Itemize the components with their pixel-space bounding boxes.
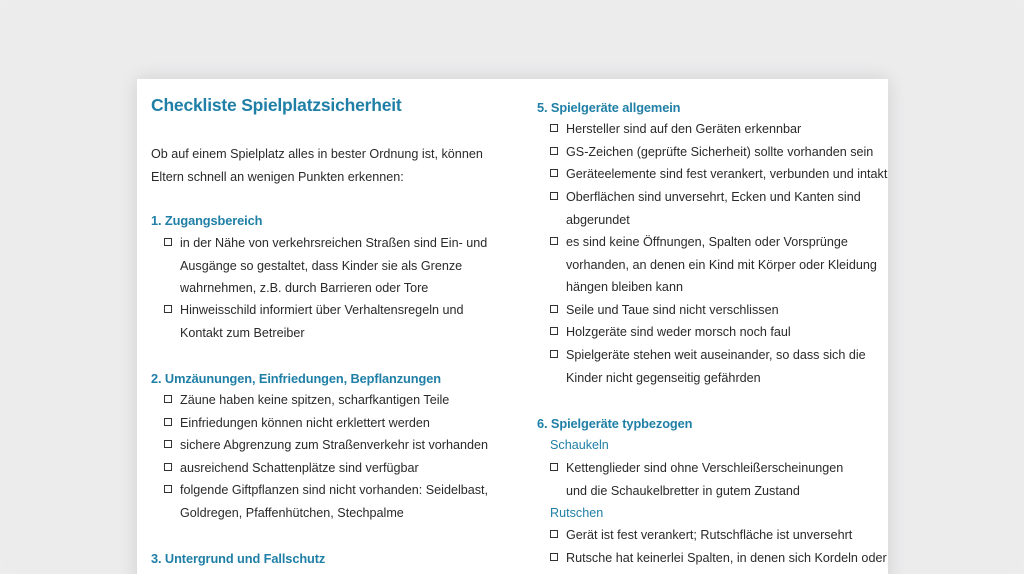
checklist-item: Rutsche hat keinerlei Spalten, in denen sich Kordeln oder: [550, 547, 891, 570]
section-heading-umzaeunungen: 2. Umzäunungen, Einfriedungen, Bepflanzungen: [151, 371, 441, 386]
document-page: [137, 79, 888, 574]
checklist-item: Hinweisschild informiert über Verhaltensregeln und Kontakt zum Betreiber: [164, 299, 498, 344]
checkbox-icon[interactable]: [164, 418, 172, 426]
checklist-item: Seile und Taue sind nicht verschlissen: [550, 299, 891, 322]
checkbox-icon[interactable]: [550, 553, 558, 561]
checkbox-icon[interactable]: [550, 237, 558, 245]
checkbox-icon[interactable]: [164, 238, 172, 246]
checkbox-icon[interactable]: [550, 192, 558, 200]
checkbox-icon[interactable]: [550, 530, 558, 538]
checklist-item: Oberflächen sind unversehrt, Ecken und Kanten sind abgerundet: [550, 186, 866, 231]
checkbox-icon[interactable]: [550, 124, 558, 132]
checklist-item: Geräteelemente sind fest verankert, verbunden und intakt: [550, 163, 891, 186]
checklist-item: folgende Giftpflanzen sind nicht vorhanden: Seidelbast, Goldregen, Pfaffenhütchen, Stechpalme: [164, 479, 490, 524]
page-title: Checkliste Spielplatzsicherheit: [151, 95, 402, 115]
checkbox-icon[interactable]: [164, 305, 172, 313]
intro-text: Ob auf einem Spielplatz alles in bester Ordnung ist, können Eltern schnell an wenigen Punkten erkennen:: [151, 147, 483, 184]
checklist-item: Spielgeräte stehen weit auseinander, so dass sich die Kinder nicht gegenseitig gefährden: [550, 344, 891, 389]
section-heading-zugangsbereich: 1. Zugangsbereich: [151, 213, 263, 228]
subheading-schaukeln: Schaukeln: [550, 438, 609, 452]
checkbox-icon[interactable]: [164, 440, 172, 448]
checkbox-icon[interactable]: [550, 305, 558, 313]
subheading-rutschen: Rutschen: [550, 506, 604, 520]
checklist-item: ausreichend Schattenplätze sind verfügbar: [164, 457, 510, 480]
checklist-item: Kettenglieder sind ohne Verschleißerscheinungen und die Schaukelbretter in gutem Zustand: [550, 457, 866, 502]
section-heading-spielgeraete-typbezogen: 6. Spielgeräte typbezogen: [537, 416, 693, 431]
checklist-item: es sind keine Öffnungen, Spalten oder Vorsprünge vorhanden, an denen ein Kind mit Körper oder Kleidung hängen bleiben kann: [550, 231, 891, 299]
checkbox-icon[interactable]: [550, 169, 558, 177]
checklist-item: in der Nähe von verkehrsreichen Straßen sind Ein- und Ausgänge so gestaltet, dass Kinder sie als Grenze wahrnehmen, z.B. durch Barrieren oder Tore: [164, 232, 498, 300]
checklist-item: GS-Zeichen (geprüfte Sicherheit) sollte vorhanden sein: [550, 141, 891, 164]
section-heading-untergrund: 3. Untergrund und Fallschutz: [151, 551, 326, 566]
checkbox-icon[interactable]: [550, 327, 558, 335]
checklist-item: Gerät ist fest verankert; Rutschfläche ist unversehrt: [550, 524, 891, 547]
checkbox-icon[interactable]: [550, 463, 558, 471]
checklist-item: sichere Abgrenzung zum Straßenverkehr ist vorhanden: [164, 434, 510, 457]
checklist-item: Zäune haben keine spitzen, scharfkantigen Teile: [164, 389, 510, 412]
checklist-item: Hersteller sind auf den Geräten erkennbar: [550, 118, 891, 141]
checklist-item: Einfriedungen können nicht erklettert werden: [164, 412, 510, 435]
section-heading-spielgeraete-allgemein: 5. Spielgeräte allgemein: [537, 100, 681, 115]
checkbox-icon[interactable]: [164, 395, 172, 403]
checkbox-icon[interactable]: [164, 485, 172, 493]
checkbox-icon[interactable]: [164, 463, 172, 471]
checkbox-icon[interactable]: [550, 350, 558, 358]
checklist-item: Holzgeräte sind weder morsch noch faul: [550, 321, 891, 344]
checkbox-icon[interactable]: [550, 147, 558, 155]
